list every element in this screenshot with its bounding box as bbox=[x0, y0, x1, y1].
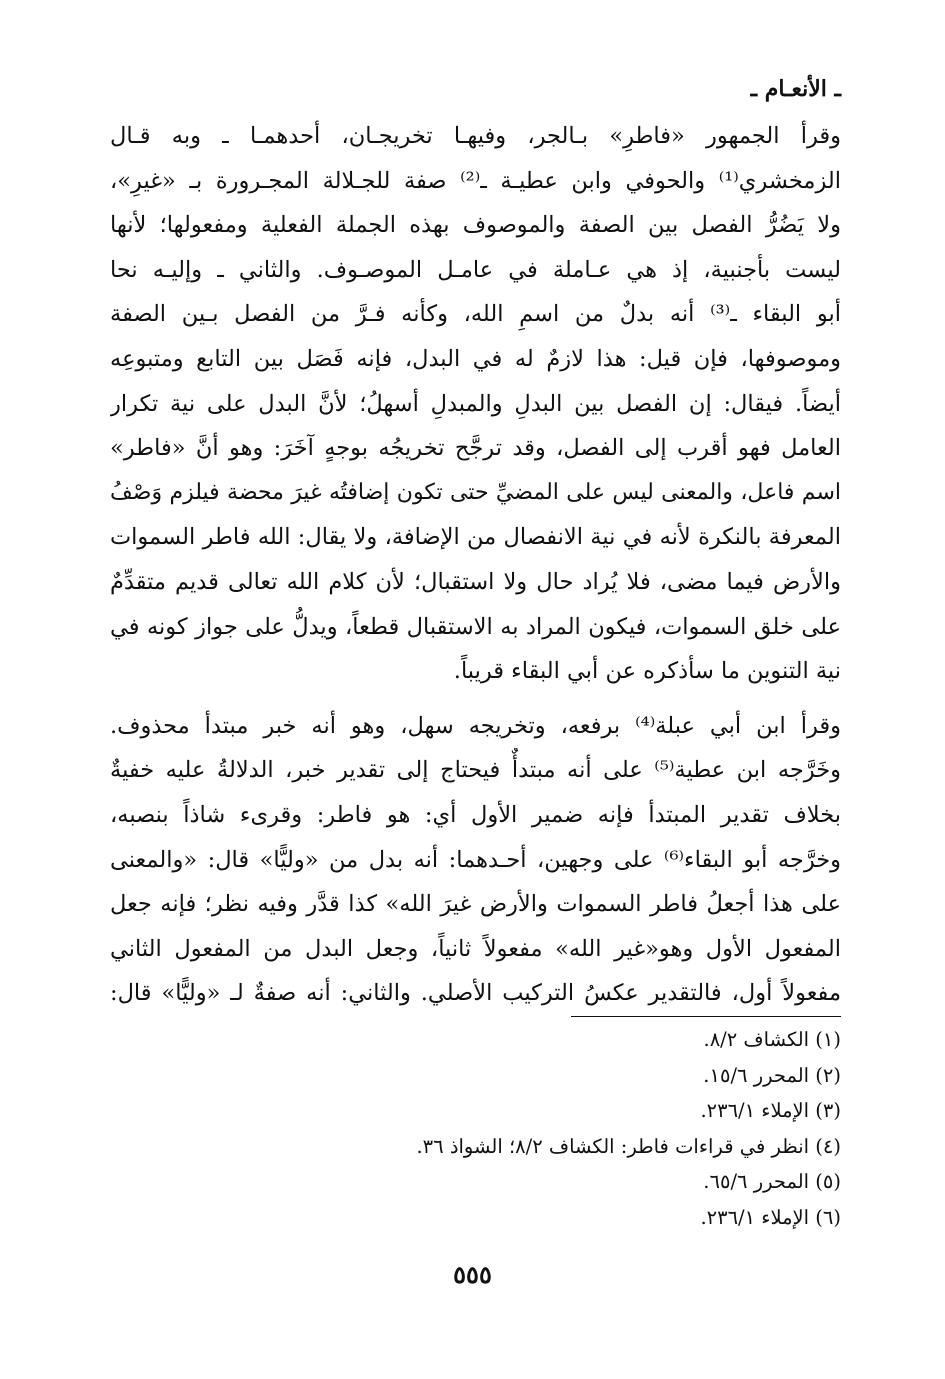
text-line: العامل فهو أقرب إلى الفصل، وقد ترجَّح تخريجُه بوجهٍ آخَرَ: وهو أنَّ «فاطر» bbox=[110, 435, 841, 462]
text-line: وقرأ الجمهور «فاطرِ» بـالجر، وفيهـا تخريجـان، أحدهمـا ـ وبه قـال bbox=[110, 123, 841, 149]
footnote: (٦) الإملاء ٢٣٦/١. bbox=[700, 1205, 841, 1229]
footnote: (٣) الإملاء ٢٣٦/١. bbox=[700, 1099, 841, 1122]
text-line: مفعولاً أول، فالتقدير عكسُ التركيب الأصلي. والثاني: أنه صفةٌ لـ «وليًّا» قال: bbox=[110, 980, 841, 1007]
text-line: وخرَّجه أبو البقاء⁽⁶⁾ على وجهين، أحـدهما: أنه بدل من «وليًّا» قال: «والمعنى bbox=[110, 846, 841, 873]
text-line: على خلق السموات، فيكون المراد به الاستقبال قطعاً، ويدلُّ على جواز كونه في bbox=[110, 613, 841, 640]
text-line: ليست بأجنبية، إذ هي عـاملة في عامـل الموصـوف. والثاني ـ وإليـه نحا bbox=[110, 256, 841, 283]
text-line: الزمخشري⁽¹⁾ والحوفي وابن عطيـة ـ⁽²⁾ صفة للجـلالة المجـرورة بـ «غيرِ»، bbox=[110, 167, 841, 194]
footnote: (١) الكشاف ٨/٢. bbox=[703, 1028, 841, 1051]
footnote: (٢) المحرر ١٥/٦. bbox=[703, 1063, 841, 1087]
text-line: وموصوفها، فإن قيل: هذا لازمٌ له في البدل، فإنه فَصَل بين التابع ومتبوعِه bbox=[110, 345, 841, 372]
footnotes bbox=[101, 1022, 841, 1235]
footnote: (٤) انظر في قراءات فاطر: الكشاف ٨/٢؛ الشواذ ٣٦. bbox=[416, 1134, 841, 1158]
text-line: وخَرَّجه ابن عطية⁽⁵⁾ على أنه مبتدأٌ فيحتاج إلى تقدير خبر، الدلالةُ عليه خفيةٌ bbox=[110, 757, 841, 784]
paragraph bbox=[110, 704, 841, 1016]
paragraph bbox=[110, 114, 841, 694]
text-line: المفعول الأول وهو«غير الله» مفعولاً ثانياً، وجعل البدل من المفعول الثاني bbox=[110, 935, 841, 962]
footnote-separator bbox=[571, 1016, 841, 1017]
text-line: أبو البقاء ـ⁽³⁾ أنه بدلٌ من اسمِ الله، وكأنه فـرَّ من الفصل بـين الصفة bbox=[110, 301, 841, 328]
page-number: ٥٥٥ bbox=[453, 1260, 492, 1289]
running-header: ـ الأنعـام ـ bbox=[750, 76, 841, 102]
main-text bbox=[110, 114, 841, 1016]
text-line: وقرأ ابن أبي عبلة⁽⁴⁾ برفعه، وتخريجه سهل، وهو أنه خبر مبتدأ محذوف. bbox=[110, 712, 841, 739]
text-line: ولا يَضُرُّ الفصل بين الصفة والموصوف بهذه الجملة الفعلية ومفعولها؛ لأنها bbox=[110, 212, 841, 239]
text-line: نية التنوين ما سأذكره عن أبي البقاء قريباً. bbox=[453, 658, 841, 685]
paragraph-gap bbox=[110, 694, 841, 704]
text-line: اسم فاعل، والمعنى ليس على المضيِّ حتى تكون إضافتُه غيرَ محضة فيلزم وَصْفُ bbox=[110, 479, 841, 505]
text-line: والأرض فيما مضى، فلا يُراد حال ولا استقبال؛ لأن كلام الله تعالى قديم متقدِّمٌ bbox=[110, 568, 841, 595]
text-line: على هذا أجعلُ فاطر السموات والأرض غيرَ الله» كذا قدَّر وفيه نظر؛ فإنه جعل bbox=[110, 891, 841, 918]
text-line: بخلاف تقدير المبتدأ فإنه ضمير الأول أي: هو فاطر: وقرىء شاذاً بنصبه، bbox=[110, 801, 841, 828]
text-line: أيضاً. فيقال: إن الفصل بين البدلِ والمبدلِ أسهلُ؛ لأنَّ البدل على نية تكرار bbox=[110, 390, 841, 417]
text-line: المعرفة بالنكرة لأنه في نية الانفصال من الإضافة، ولا يقال: الله فاطر السموات bbox=[110, 524, 841, 551]
footnote: (٥) المحرر ٦٥/٦. bbox=[703, 1170, 841, 1193]
